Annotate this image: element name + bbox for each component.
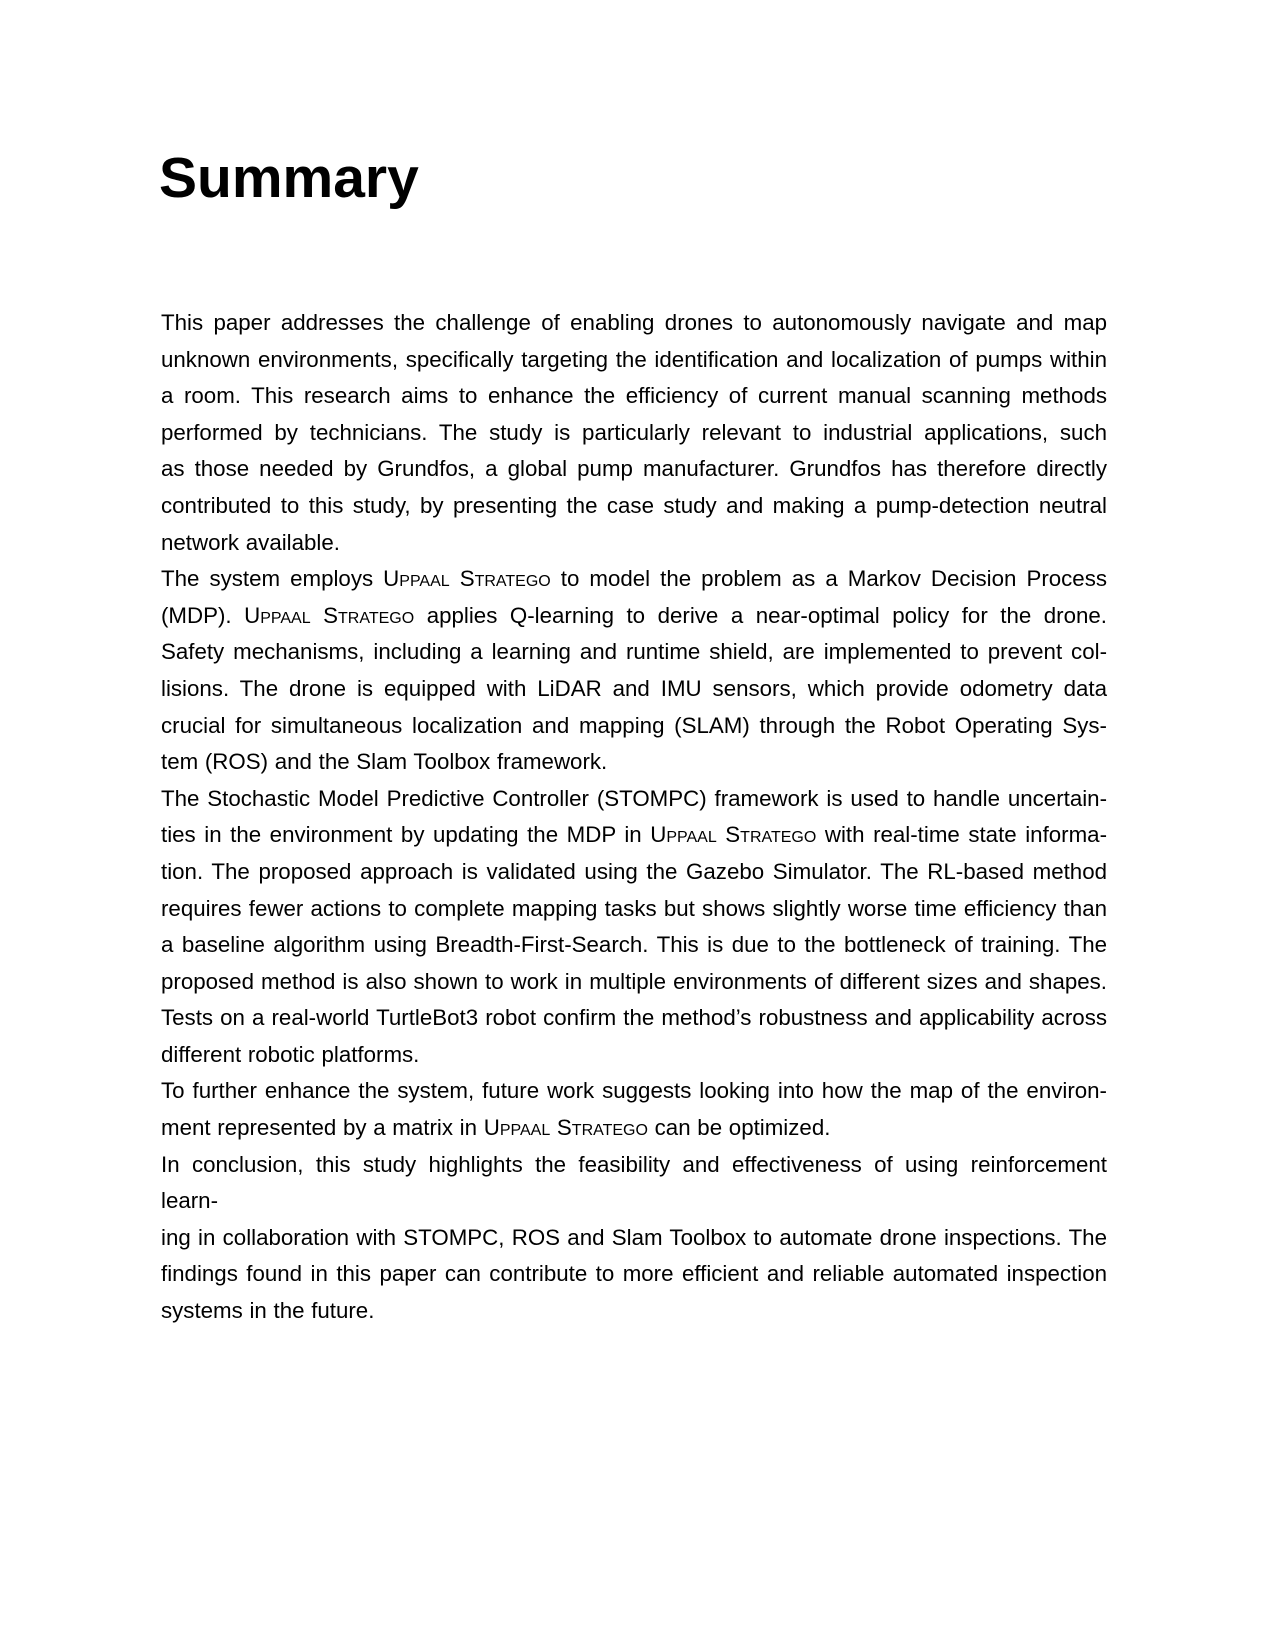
text-segment: with real-time state informa- (816, 822, 1107, 848)
text-segment: The system employs (161, 566, 384, 592)
smallcaps-term: Uppaal Stratego (483, 1115, 648, 1141)
text-segment: unknown environments, specifically targeting the identification and localization of pumps within (161, 346, 1107, 372)
text-line (161, 378, 1107, 415)
text-segment: network available. (161, 529, 340, 555)
text-segment: as those needed by Grundfos, a global pump manufacturer. Grundfos has therefore directly (161, 456, 1107, 482)
paragraph (161, 1147, 1107, 1330)
text-segment: ing in collaboration with STOMPC, ROS and Slam Toolbox to automate drone inspections. The (161, 1224, 1107, 1250)
text-line (161, 1073, 1107, 1110)
text-line (161, 634, 1107, 671)
text-segment: In conclusion, this study highlights the feasibility and effectiveness of using reinforcement learn- (161, 1151, 1107, 1214)
text-segment: can be optimized. (647, 1115, 831, 1141)
text-segment: a baseline algorithm using Breadth-First-Search. This is due to the bottleneck of training. The (161, 932, 1107, 958)
text-line (161, 1110, 1107, 1147)
text-line (161, 744, 1107, 781)
text-line (161, 305, 1107, 342)
smallcaps-term: Uppaal Stratego (383, 566, 551, 592)
paragraph (161, 1073, 1107, 1146)
smallcaps-term: Uppaal Stratego (650, 822, 817, 848)
text-line (161, 1256, 1107, 1293)
page-title: Summary (159, 146, 419, 210)
summary-text (161, 305, 1107, 1330)
paragraph (161, 305, 1107, 561)
text-segment: findings found in this paper can contribute to more efficient and reliable automated inspection (161, 1261, 1107, 1287)
text-line (161, 891, 1107, 928)
text-line (161, 781, 1107, 818)
smallcaps-term: Uppaal Stratego (244, 602, 415, 628)
text-segment: contributed to this study, by presenting the case study and making a pump-detection neutral (161, 492, 1107, 518)
text-line (161, 598, 1107, 635)
text-segment: different robotic platforms. (161, 1041, 420, 1067)
text-segment: applies Q-learning to derive a near-optimal policy for the drone. (414, 602, 1108, 628)
text-line (161, 451, 1107, 488)
text-line (161, 1220, 1107, 1257)
text-segment: This paper addresses the challenge of enabling drones to autonomously navigate and map (161, 310, 1107, 335)
text-line (161, 342, 1107, 379)
text-line (161, 817, 1107, 854)
text-segment: systems in the future. (161, 1298, 375, 1324)
text-segment: The Stochastic Model Predictive Controller (STOMPC) framework is used to handle uncertain- (161, 785, 1107, 811)
text-segment: lisions. The drone is equipped with LiDAR and IMU sensors, which provide odometry data (161, 675, 1107, 701)
text-line (161, 525, 1107, 562)
text-segment: (MDP). (161, 602, 245, 628)
text-line (161, 1000, 1107, 1037)
paragraph (161, 561, 1107, 781)
text-line (161, 964, 1107, 1001)
text-segment: Safety mechanisms, including a learning and runtime shield, are implemented to prevent col- (161, 639, 1107, 665)
text-line (161, 927, 1107, 964)
text-segment: to model the problem as a Markov Decision Process (550, 566, 1107, 592)
text-line (161, 415, 1107, 452)
text-segment: tion. The proposed approach is validated using the Gazebo Simulator. The RL-based method (161, 858, 1107, 884)
text-line (161, 1037, 1107, 1074)
text-line (161, 671, 1107, 708)
text-line (161, 488, 1107, 525)
text-segment: ties in the environment by updating the MDP in (161, 822, 651, 848)
text-segment: requires fewer actions to complete mapping tasks but shows slightly worse time efficiency than (161, 895, 1107, 921)
text-segment: ment represented by a matrix in (161, 1115, 484, 1141)
text-segment: Tests on a real-world TurtleBot3 robot confirm the method’s robustness and applicability across (161, 1005, 1107, 1031)
text-line (161, 561, 1107, 598)
text-line (161, 1147, 1107, 1220)
text-segment: proposed method is also shown to work in multiple environments of different sizes and shapes. (161, 968, 1107, 994)
text-segment: a room. This research aims to enhance the efficiency of current manual scanning methods (161, 383, 1107, 409)
text-line (161, 1293, 1107, 1330)
text-segment: crucial for simultaneous localization and mapping (SLAM) through the Robot Operating Sys- (161, 712, 1107, 738)
text-line (161, 708, 1107, 745)
text-segment: To further enhance the system, future work suggests looking into how the map of the environ- (161, 1078, 1107, 1104)
text-line (161, 854, 1107, 891)
paragraph (161, 781, 1107, 1074)
text-segment: performed by technicians. The study is particularly relevant to industrial applications, such (161, 419, 1107, 445)
text-segment: tem (ROS) and the Slam Toolbox framework. (161, 749, 608, 775)
